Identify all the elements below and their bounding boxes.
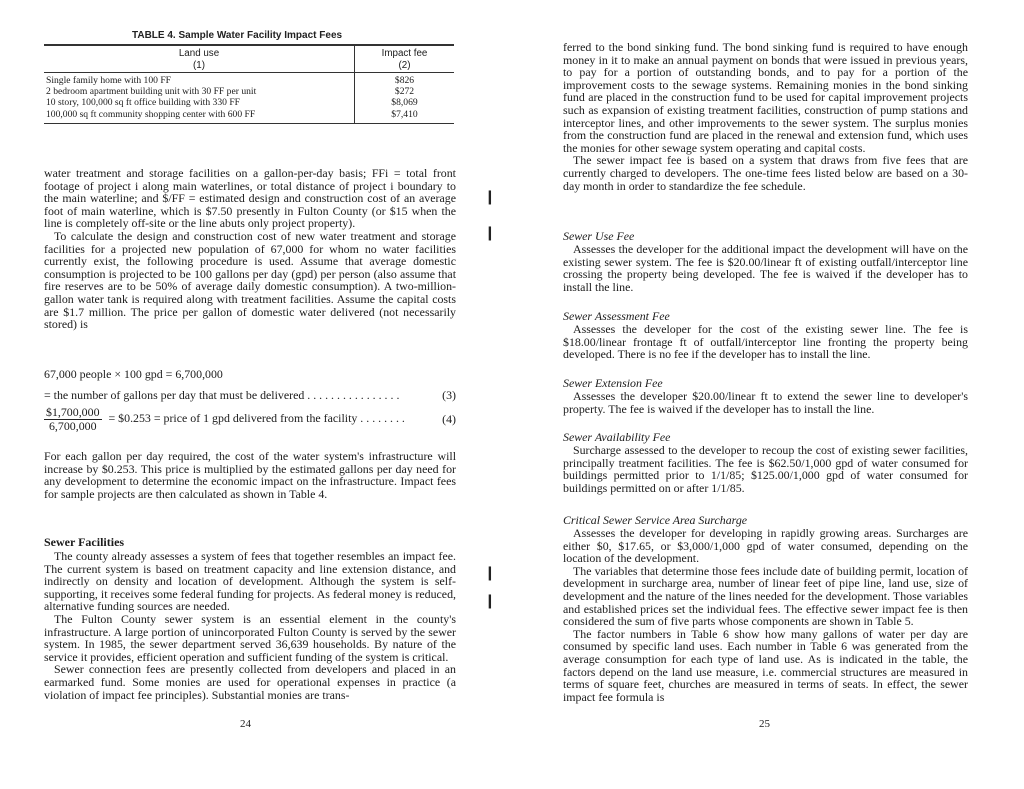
table-row (44, 73, 454, 87)
paragraph: For each gallon per day required, the cost of the water system's infrastructure will increase by $0.253. This price is multiplied by the estimated gallons per day need for any development to determine the economic impact on the infrastructure. Impact fees for sample projects are then calculated as shown in Table 4. (44, 449, 456, 501)
paragraph: water treatment and storage facilities on a gallon-per-day basis; FFi = total front footage of project i along main waterlines, or total distance of project i boundary to the main waterline; and $/FF = estimated design and construction cost of an average foot of main waterline, which is $7.50 presently in Fulton County (or $15 when the line is completely off-site or the line abuts only project property). (44, 166, 456, 231)
header-land-use: Land use (1) (44, 45, 355, 73)
fraction-numerator: $1,700,000 (46, 405, 100, 419)
equation-2-text: = the number of gallons per day that must be delivered . . . . . . . . . . . . . . . . (44, 388, 400, 402)
fee-heading: Sewer Assessment Fee (563, 309, 670, 323)
table-row (44, 109, 454, 124)
land-use-cell: 10 story, 100,000 sq ft office building with 330 FF (44, 97, 355, 108)
equation-2 (44, 389, 456, 402)
equation-number: (3) (442, 388, 456, 402)
left-page (44, 0, 456, 789)
fraction-denominator: 6,700,000 (48, 419, 97, 433)
paragraph: To calculate the design and construction cost of new water treatment and storage facilities for a projected new population of 67,000 for whom no water facilities currently exist, the following procedure is used. Assume that average domestic consumption is projected to be 100 gallons per day (gpd) per person (also assume that fire reserves are to be 50% of average daily domestic consumption). A two-million-gallon water tank is required along with treatment facilities. Assume the capital costs are $1.7 million. The price per gallon of domestic water delivered (not necessarily stored) is (44, 228, 456, 332)
paragraph: Sewer connection fees are presently collected from developers and placed in an earmarked fund. Some monies are used for operational expenses in practice (a violation of impact fee principles). Substantial monies are trans- (44, 662, 456, 702)
fee-section (563, 230, 968, 293)
fee-section (563, 431, 968, 494)
land-use-cell: 2 bedroom apartment building unit with 30 FF per unit (44, 86, 355, 97)
fraction (44, 406, 102, 433)
paragraph: The factor numbers in Table 6 show how many gallons of water per day are consumed by specific land uses. Each number in Table 6 was generated from the average consumption for each type of land use. As is indicated in the table, the factors depend on the land use measure, i.e. commercial structures are measured in terms of square feet, churches are measured in terms of seats. In effect, the sewer impact fee formula is (563, 626, 968, 704)
fee-text: Assesses the developer for the additional impact the development will have on the existing sewer system. The fee is $20.00/linear ft of existing outfall/interceptor line crossing the property being developed. The fee is waived if the developer has to install the line. (563, 242, 968, 294)
header-impact-fee: Impact fee (2) (381, 48, 428, 71)
binding-mark-icon: ❙ (484, 565, 496, 581)
table-row (44, 86, 454, 97)
fee-heading: Sewer Use Fee (563, 229, 635, 243)
equation-1: 67,000 people × 100 gpd = 6,700,000 (44, 367, 223, 381)
land-use-cell: 100,000 sq ft community shopping center with 600 FF (44, 109, 355, 124)
paragraph: The county already assesses a system of fees that together resembles an impact fee. The current system is based on treatment capacity and line extension distance, and indirectly on density and location of development. Although the system is self-supporting, it receives some federal funding for projects. As federal money is reduced, alternative funding sources are needed. (44, 549, 456, 614)
binding-mark-icon: ❙ (484, 225, 496, 241)
left-text-mid (44, 450, 456, 500)
fee-heading: Critical Sewer Service Area Surcharge (563, 513, 748, 527)
right-page (563, 0, 968, 789)
right-text-top (563, 41, 968, 192)
equations (44, 368, 456, 433)
fee-text: Assesses the developer $20.00/linear ft to extend the sewer line to developer's property. The fee is waived if the developer has to install the line. (563, 389, 968, 416)
fee-cell: $8,069 (391, 97, 418, 109)
equation-3-text: = $0.253 = price of 1 gpd delivered from the facility . . . . . . . . (108, 411, 405, 426)
fee-section (563, 377, 968, 415)
impact-fee-table (44, 44, 454, 124)
paragraph: The Fulton County sewer system is an essential element in the county's infrastructure. A large portion of unincorporated Fulton County is served by the sewer system. In 1985, the sewer department served 36,639 households. By nature of the service it provides, efficient operation and sufficient funding of the system is critical. (44, 611, 456, 664)
paragraph: The sewer impact fee is based on a system that draws from five fees that are currently charged to developers. The one-time fees listed below are based on a 30-day month in order to standardize the fee schedule. (563, 153, 968, 193)
fee-cell: $272 (394, 86, 415, 98)
equation-number: (4) (442, 412, 456, 426)
fee-heading: Sewer Extension Fee (563, 376, 663, 390)
page-number: 25 (759, 718, 770, 730)
table-title: TABLE 4. Sample Water Facility Impact Fees (132, 30, 343, 41)
left-text-top (44, 167, 456, 331)
paragraph: ferred to the bond sinking fund. The bond sinking fund is required to have enough money in it to make an annual payment on bonds that were issued in previous years, to pay for a portion of outstanding bonds, and to pay for a portion of the improvement costs to the sewage systems. Remaining monies in the bond sinking fund are placed in the construction fund to be used for capital improvement projects such as expansion of existing treatment facilities, construction of pump stations and interceptor lines, and other improvements to the sewer system. The surplus monies from the construction fund are placed in the renewal and extension fund, which uses the monies for other sewage system operating and capital costs. (563, 40, 968, 155)
table-row (44, 97, 454, 108)
section-heading: Sewer Facilities (44, 535, 125, 549)
paragraph: The variables that determine those fees include date of building permit, location of development in surcharge area, number of linear feet of pipe line, land use, size of development and the nature of the lines needed for the development. Those variables and established prices set the individual fees. The effective sewer impact fee is then considered the sum of five parts whose components are shown in Table 5. (563, 563, 968, 629)
fee-section (563, 514, 968, 703)
left-text-bottom (44, 535, 456, 701)
table-header-row (44, 45, 454, 73)
binding-mark-icon: ❙ (484, 189, 496, 205)
fee-text: Surcharge assessed to the developer to recoup the cost of existing sewer facilities, principally treatment facilities. The fee is $62.50/1,000 gpd of water consumed for buildings permitted prior to 1/1/85; $125.00/1,000 gpd of water consumed for buildings permitted on or after 1/1/85. (563, 443, 968, 495)
equation-3 (44, 406, 456, 433)
fee-cell: $826 (394, 75, 415, 86)
fee-section (563, 310, 968, 361)
land-use-cell: Single family home with 100 FF (44, 73, 355, 87)
binding-mark-icon: ❙ (484, 593, 496, 609)
fee-text: Assesses the developer for developing in rapidly growing areas. Surcharges are either $0, $17.65, or $3,000/1,000 gpd of water consumed, depending on the location of the development. (563, 526, 968, 566)
fee-text: Assesses the developer for the cost of the existing sewer line. The fee is $18.00/linear frontage ft of outfall/interceptor line fronting the property being developed. There is no fee if the developer has to install the line. (563, 322, 968, 362)
fee-heading: Sewer Availability Fee (563, 430, 671, 444)
page-number: 24 (240, 718, 251, 730)
fee-cell: $7,410 (355, 109, 455, 124)
